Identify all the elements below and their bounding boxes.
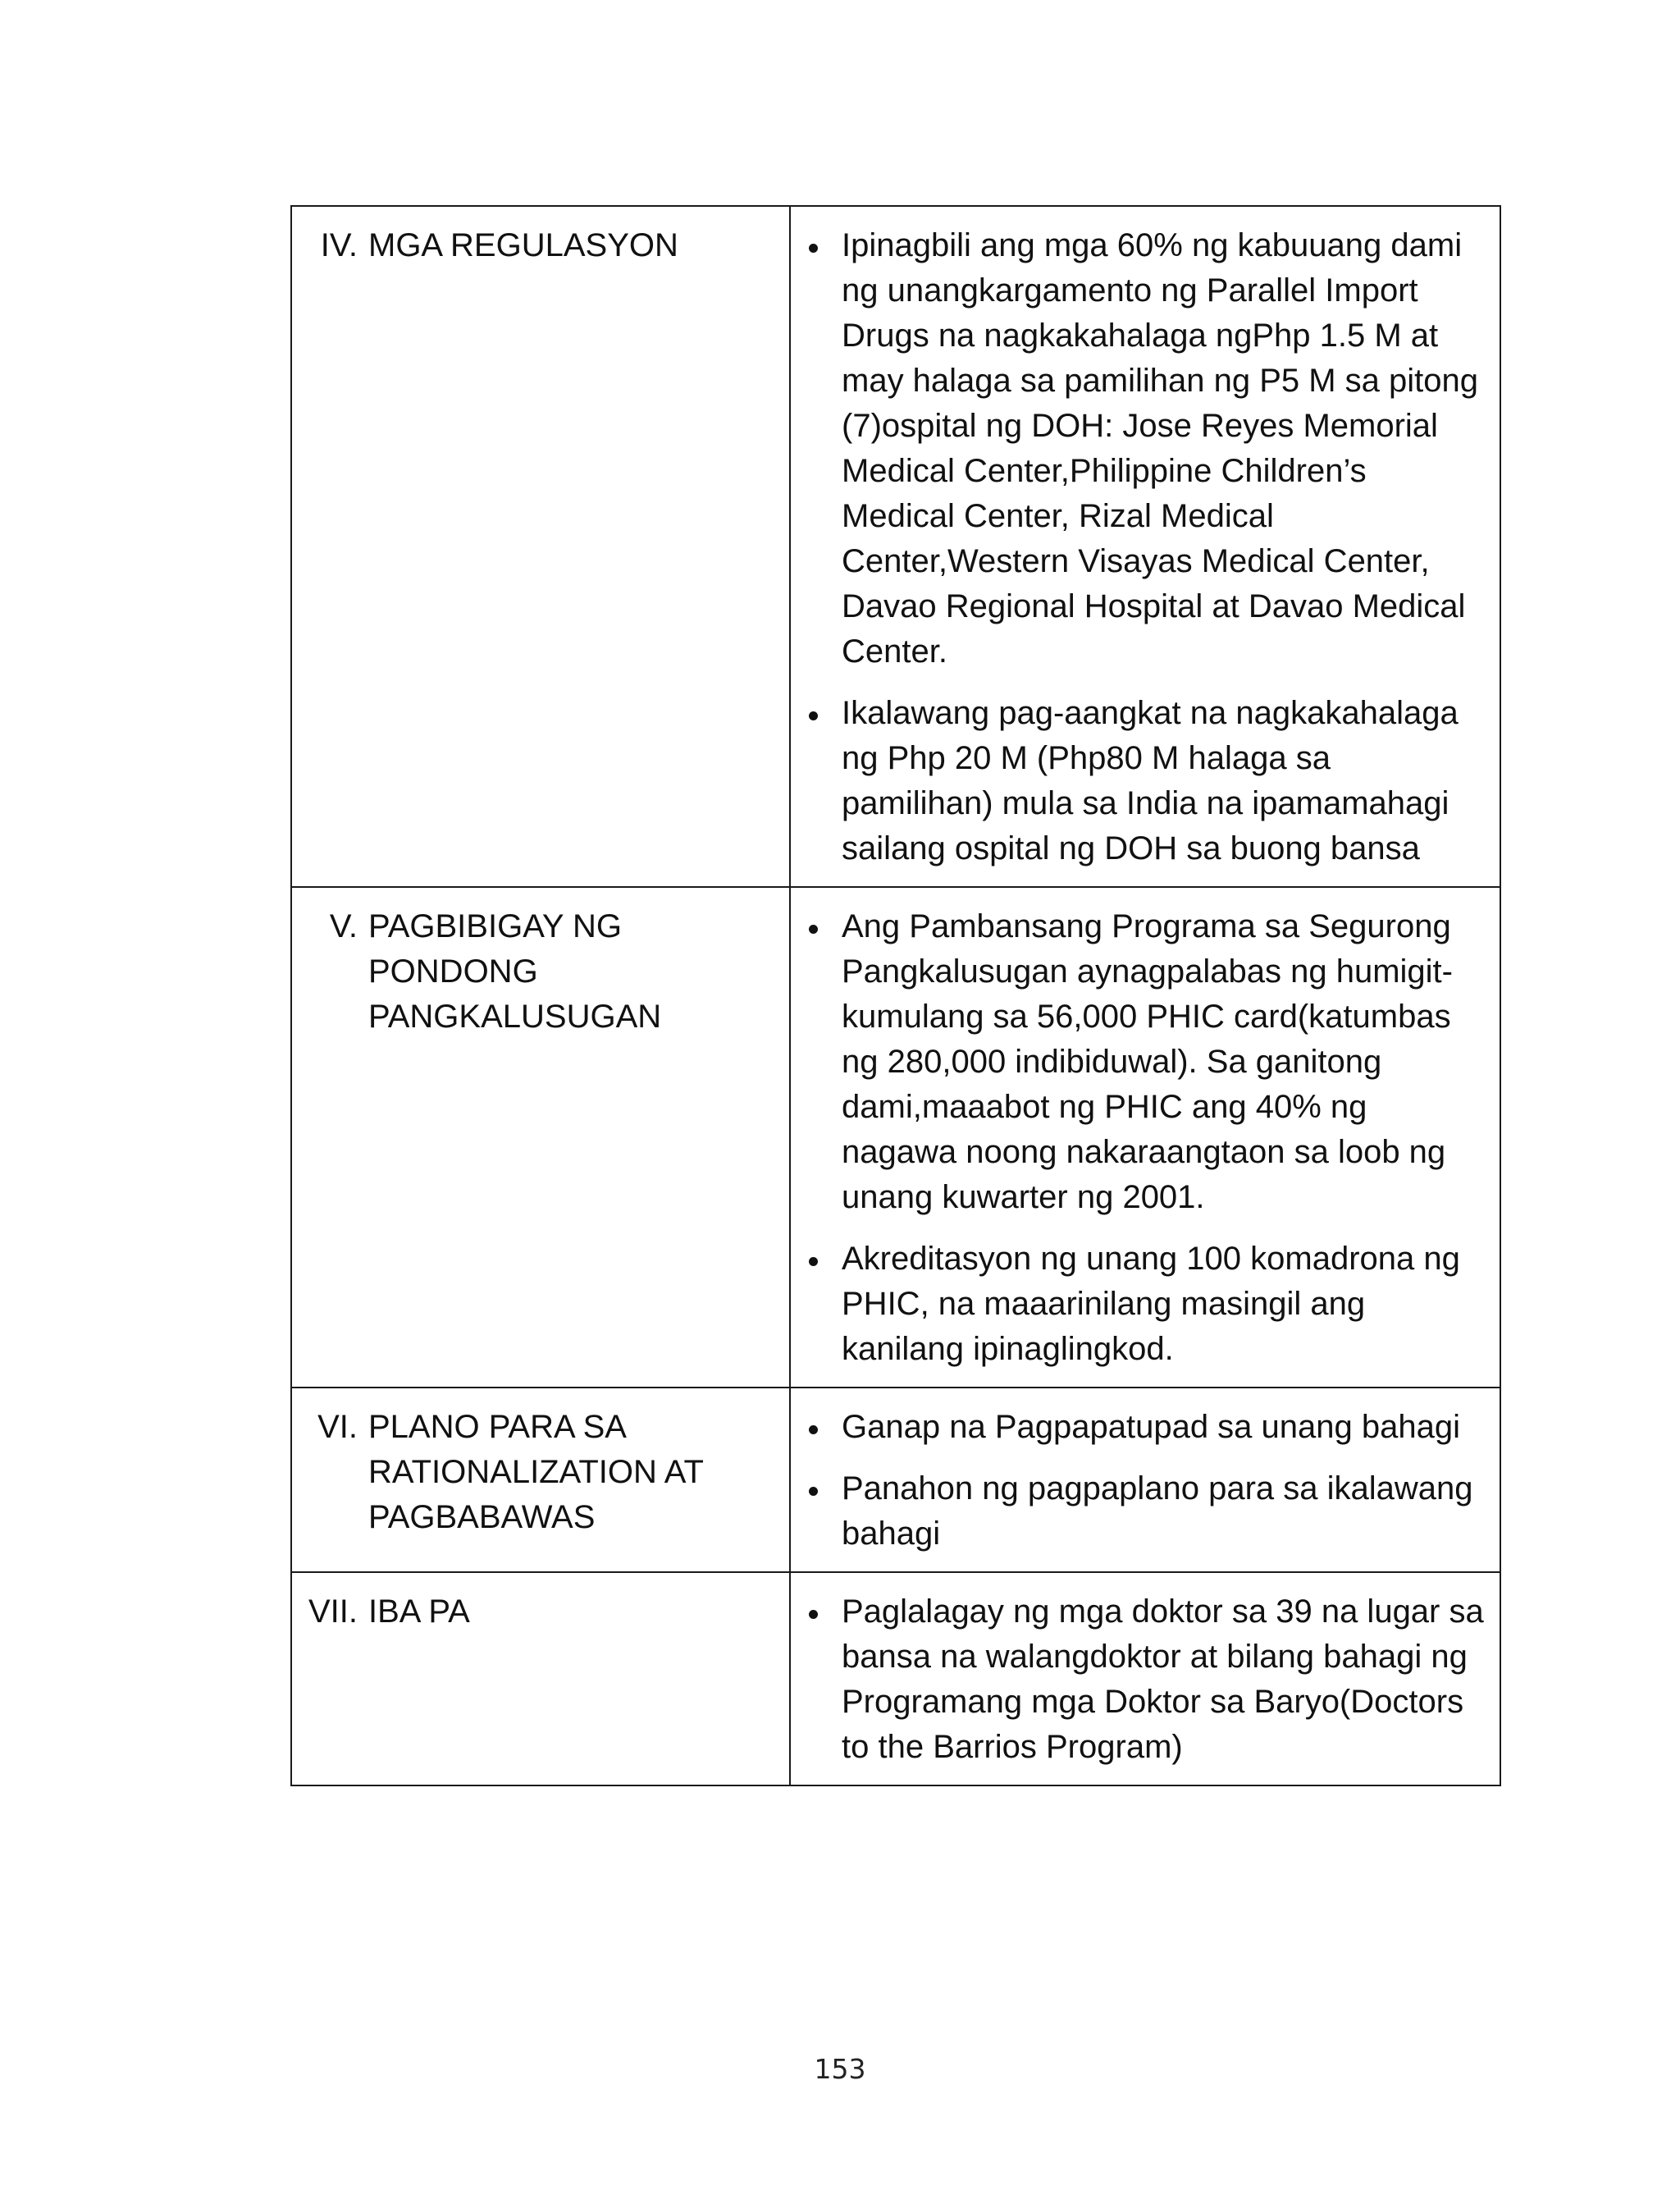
bullet-list — [791, 223, 1488, 871]
section-cell — [291, 887, 790, 1388]
section-numeral: VII. — [308, 1593, 358, 1630]
accomplishments-table — [290, 205, 1501, 1786]
table-row — [291, 887, 1500, 1388]
bullet-list — [791, 1589, 1488, 1770]
bullet-item: Paglalagay ng mga doktor sa 39 na lugar sa bansa na walangdoktor at bilang bahagi ng Programang mga Doktor sa Baryo(Doctors to the Barrios Program) — [791, 1589, 1488, 1770]
table-row — [291, 1388, 1500, 1572]
bullet-item: Ganap na Pagpapatupad sa unang bahagi — [791, 1405, 1488, 1450]
section-numeral: VI. — [317, 1409, 358, 1445]
section-cell — [291, 1388, 790, 1572]
bullet-item: Ikalawang pag-aangkat na nagkakahalaga ng Php 20 M (Php80 M halaga sa pamilihan) mula sa India na ipamamahagi sailang ospital ng DOH sa buong bansa — [791, 691, 1488, 871]
table-row — [291, 206, 1500, 887]
page-number: 153 — [814, 2053, 866, 2085]
section-title: PLANO PARA SA RATIONALIZATION AT PAGBABAWAS — [368, 1409, 704, 1535]
details-cell — [790, 1388, 1500, 1572]
section-title: PAGBIBIGAY NG PONDONG PANGKALUSUGAN — [368, 908, 662, 1035]
section-numeral: V. — [329, 908, 358, 944]
table-row — [291, 1572, 1500, 1785]
bullet-item: Ang Pambansang Programa sa Segurong Pangkalusugan aynagpalabas ng humigit-kumulang sa 56,000 PHIC card(katumbas ng 280,000 indibiduwal). Sa ganitong dami,maaabot ng PHIC ang 40% ng nagawa noong nakaraangtaon sa loob ng unang kuwarter ng 2001. — [791, 904, 1488, 1220]
section-numeral: IV. — [320, 227, 358, 263]
section-cell — [291, 206, 790, 887]
bullet-list — [791, 904, 1488, 1372]
bullet-item: Akreditasyon ng unang 100 komadrona ng PHIC, na maaarinilang masingil ang kanilang ipinaglingkod. — [791, 1237, 1488, 1372]
bullet-item: Ipinagbili ang mga 60% ng kabuuang dami ng unangkargamento ng Parallel Import Drugs na nagkakahalaga ngPhp 1.5 M at may halaga sa pamilihan ng P5 M sa pitong (7)ospital ng DOH: Jose Reyes Memorial Medical Center,Philippine Children’s Medical Center, Rizal Medical Center,Western Visayas Medical Center, Davao Regional Hospital at Davao Medical Center. — [791, 223, 1488, 674]
details-cell — [790, 887, 1500, 1388]
details-cell — [790, 1572, 1500, 1785]
bullet-list — [791, 1405, 1488, 1557]
section-title: IBA PA — [368, 1593, 470, 1630]
details-cell — [790, 206, 1500, 887]
bullet-item: Panahon ng pagpaplano para sa ikalawang bahagi — [791, 1466, 1488, 1557]
section-title: MGA REGULASYON — [368, 227, 678, 263]
section-cell — [291, 1572, 790, 1785]
